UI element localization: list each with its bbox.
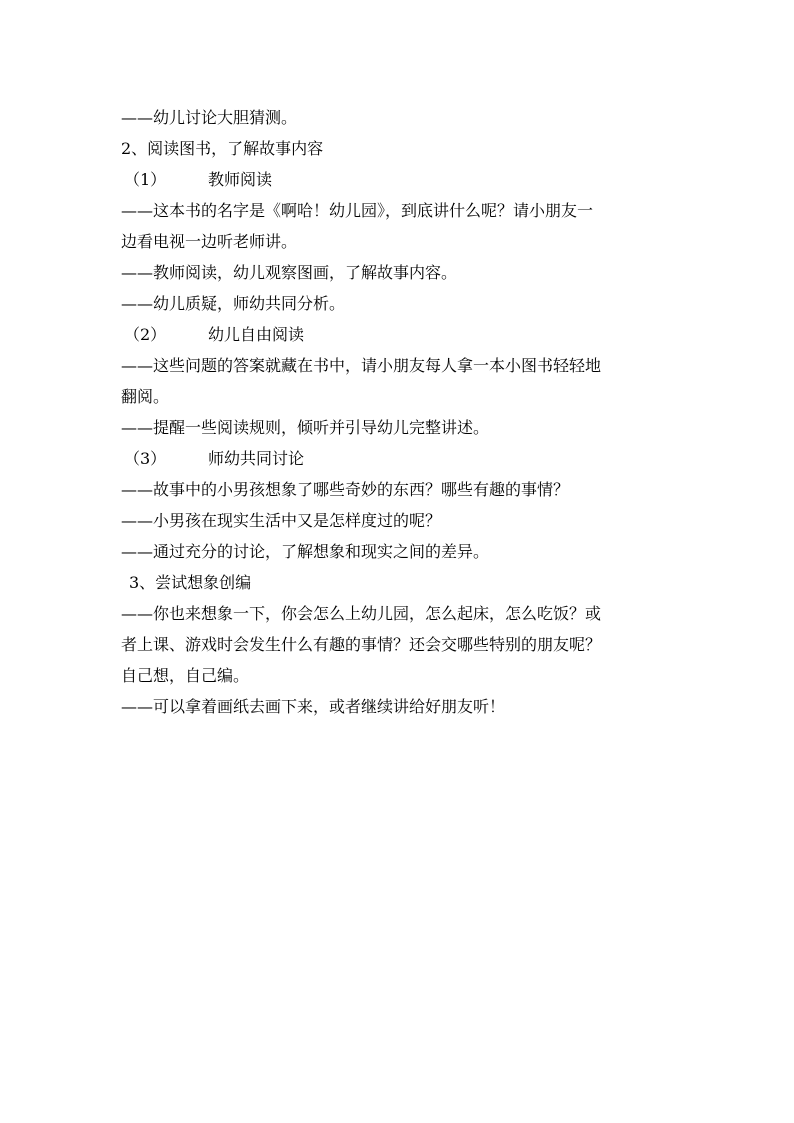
text-line: ——故事中的小男孩想象了哪些奇妙的东西？哪些有趣的事情？ (121, 480, 570, 499)
text-line: ——通过充分的讨论，了解想象和现实之间的差异。 (121, 542, 490, 561)
subsection-title: 幼儿自由阅读 (208, 325, 305, 344)
document-body (121, 102, 681, 722)
text-line: ——这本书的名字是《啊哈！幼儿园》，到底讲什么呢？请小朋友一 (121, 201, 594, 220)
text-line: 边看电视一边听老师讲。 (121, 232, 298, 251)
text-line: ——小男孩在现实生活中又是怎样度过的呢？ (121, 511, 442, 530)
text-line: 者上课、游戏时会发生什么有趣的事情？还会交哪些特别的朋友呢？ (121, 635, 602, 654)
text-line: ——你也来想象一下，你会怎么上幼儿园，怎么起床，怎么吃饭？或 (121, 604, 602, 623)
text-line: ——提醒一些阅读规则，倾听并引导幼儿完整讲述。 (121, 418, 490, 437)
subsection-number: （3） (124, 449, 167, 468)
subsection-number: （1） (124, 170, 167, 189)
subsection-heading (121, 443, 681, 474)
section-heading: 2、阅读图书，了解故事内容 (121, 139, 324, 158)
text-line: 翻阅。 (121, 387, 170, 406)
section-heading: 3、尝试想象创编 (129, 573, 252, 592)
text-line: ——教师阅读，幼儿观察图画，了解故事内容。 (121, 263, 458, 282)
subsection-title: 教师阅读 (208, 170, 273, 189)
subsection-number: （2） (124, 325, 167, 344)
subsection-heading (121, 319, 681, 350)
subsection-title: 师幼共同讨论 (208, 449, 305, 468)
text-line: ——幼儿质疑，师幼共同分析。 (121, 294, 346, 313)
text-line: ——可以拿着画纸去画下来，或者继续讲给好朋友听！ (121, 697, 506, 716)
text-line: 自己想，自己编。 (121, 666, 250, 685)
text-line: ——幼儿讨论大胆猜测。 (121, 108, 298, 127)
subsection-heading (121, 164, 681, 195)
text-line: ——这些问题的答案就藏在书中，请小朋友每人拿一本小图书轻轻地 (121, 356, 602, 375)
